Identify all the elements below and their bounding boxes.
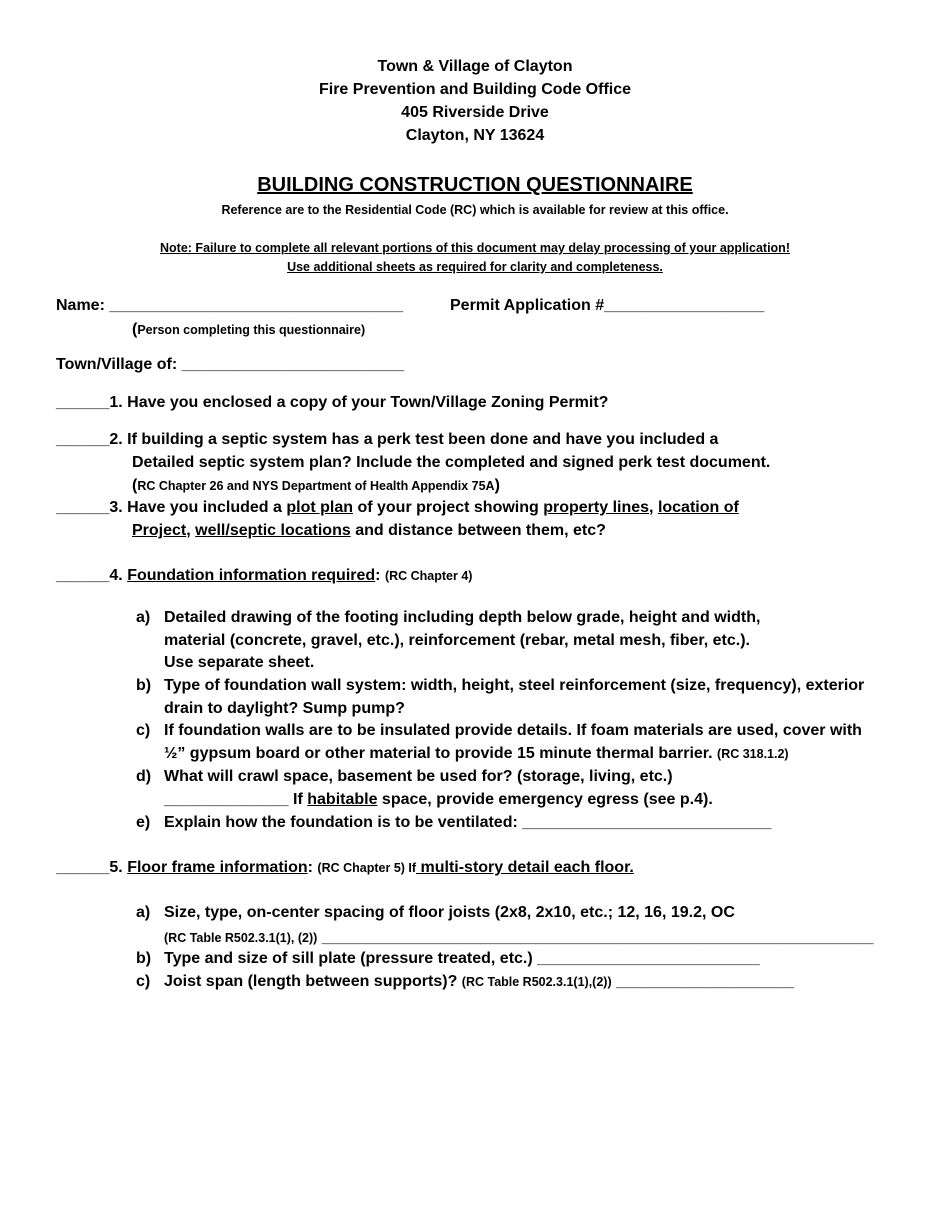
- name-field[interactable]: Name: _________________________________: [56, 297, 403, 314]
- question-2-line2: Detailed septic system plan? Include the completed and signed perk test document.: [132, 454, 771, 471]
- q4-item-e-letter: e): [136, 814, 151, 831]
- q4-item-e-line1[interactable]: Explain how the foundation is to be ventilated: ____________________________: [164, 814, 772, 831]
- question-1[interactable]: ______1. Have you enclosed a copy of your Town/Village Zoning Permit?: [56, 394, 609, 411]
- warning-note: Note: Failure to complete all relevant portions of this document may delay processing of your application!: [160, 241, 790, 255]
- permit-number-field[interactable]: Permit Application #__________________: [450, 297, 765, 314]
- reference-note: Reference are to the Residential Code (RC) which is available for review at this office.: [221, 203, 729, 217]
- q4-item-d-line2[interactable]: ______________ If habitable space, provide emergency egress (see p.4).: [164, 791, 713, 808]
- name-field-caption: (Person completing this questionnaire): [132, 321, 366, 338]
- q5-item-b-letter: b): [136, 950, 152, 967]
- q5-item-a-letter: a): [136, 904, 151, 921]
- q5-item-b-line1[interactable]: Type and size of sill plate (pressure treated, etc.) _________________________: [164, 950, 760, 967]
- q4-item-c-line1: If foundation walls are to be insulated provide details. If foam materials are used, cover with: [164, 722, 862, 739]
- town-village-field[interactable]: Town/Village of: _________________________: [56, 356, 405, 373]
- q4-item-c-letter: c): [136, 722, 151, 739]
- question-2-reference: (RC Chapter 26 and NYS Department of Health Appendix 75A): [132, 477, 500, 494]
- q4-item-d-letter: d): [136, 768, 152, 785]
- q4-item-b-line2: drain to daylight? Sump pump?: [164, 700, 405, 717]
- question-4[interactable]: ______4. Foundation information required: (RC Chapter 4): [56, 567, 473, 584]
- q4-item-a-letter: a): [136, 609, 151, 626]
- office-name: Fire Prevention and Building Code Office: [318, 81, 632, 98]
- office-address: 405 Riverside Drive: [401, 104, 549, 121]
- question-3[interactable]: ______3. Have you included a plot plan of your project showing property lines, location of: [56, 499, 739, 516]
- q5-item-a-line2[interactable]: (RC Table R502.3.1(1), (2)) ______________________________________________________________: [164, 929, 874, 946]
- q4-item-d-line1: What will crawl space, basement be used for? (storage, living, etc.): [164, 768, 673, 785]
- page-title: BUILDING CONSTRUCTION QUESTIONNAIRE: [257, 174, 693, 196]
- question-3-line2: Project, well/septic locations and distance between them, etc?: [132, 522, 606, 539]
- q4-item-c-line2: ½” gypsum board or other material to provide 15 minute thermal barrier. (RC 318.1.2): [164, 745, 789, 762]
- office-city: Clayton, NY 13624: [405, 127, 545, 144]
- q4-item-a-line1: Detailed drawing of the footing including depth below grade, height and width,: [164, 609, 761, 626]
- q5-item-a-line1: Size, type, on-center spacing of floor joists (2x8, 2x10, etc.; 12, 16, 19.2, OC: [164, 904, 735, 921]
- question-2[interactable]: ______2. If building a septic system has a perk test been done and have you included a: [56, 431, 719, 448]
- q4-item-b-line1: Type of foundation wall system: width, height, steel reinforcement (size, frequency), exterior: [164, 677, 865, 694]
- office-town: Town & Village of Clayton: [377, 58, 573, 75]
- q5-item-c-line1[interactable]: Joist span (length between supports)? (RC Table R502.3.1(1),(2)) ____________________: [164, 973, 795, 990]
- q4-item-a-line2: material (concrete, gravel, etc.), reinforcement (rebar, metal mesh, fiber, etc.).: [164, 632, 750, 649]
- q4-item-b-letter: b): [136, 677, 152, 694]
- q5-item-c-letter: c): [136, 973, 151, 990]
- question-5[interactable]: ______5. Floor frame information: (RC Chapter 5) If multi-story detail each floor.: [56, 859, 634, 876]
- additional-sheets-note: Use additional sheets as required for clarity and completeness.: [287, 260, 663, 274]
- q4-item-a-line3: Use separate sheet.: [164, 654, 315, 671]
